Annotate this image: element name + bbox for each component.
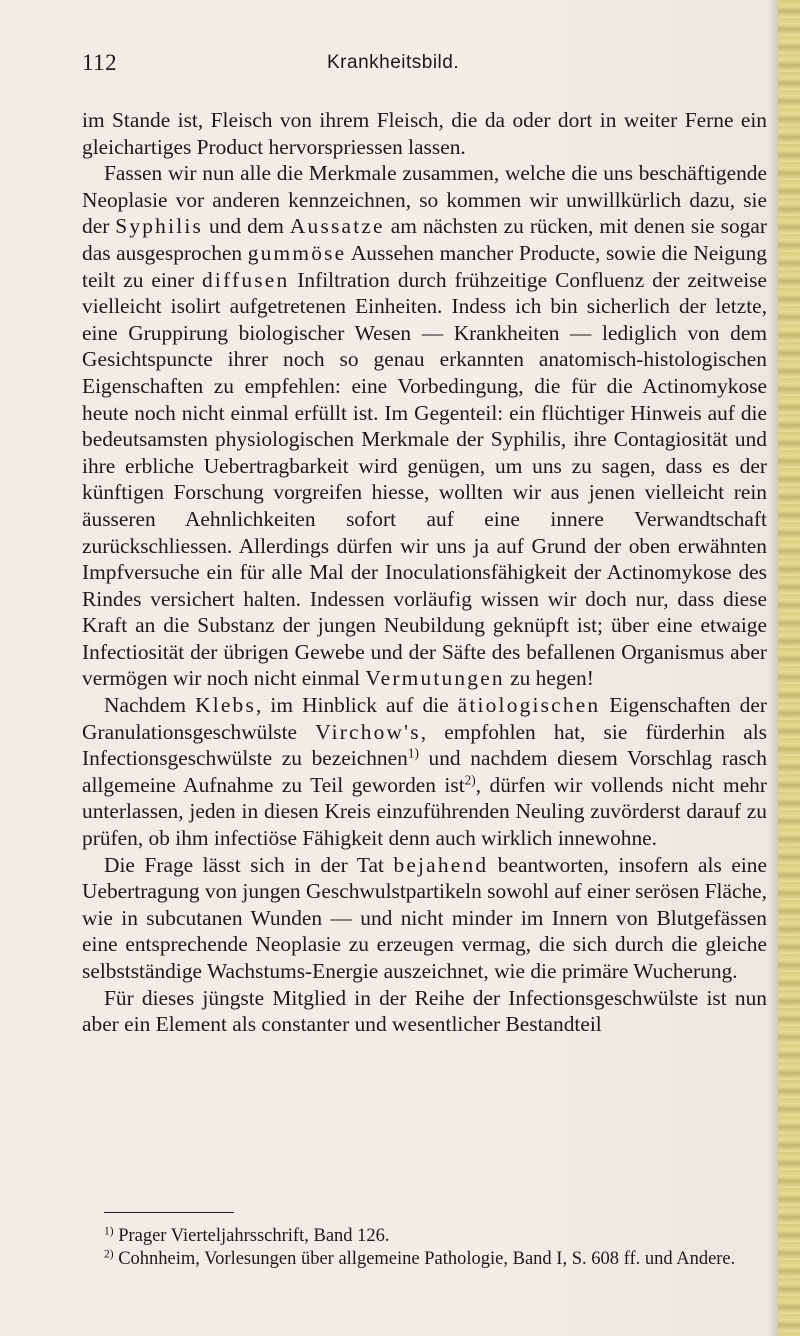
page-header [82,50,762,86]
body-text [82,107,767,1038]
text-run: Eigenschaften der Granulationsgeschwülste [82,693,767,744]
footnote-reference: 1) [407,745,419,761]
text-run: und dem [203,214,290,239]
paragraph [82,160,767,692]
text-run: , dürfen wir vollends nicht mehr unterlassen, jeden in diesen Kreis einzuführenden Neuling zuvörderst darauf zu prüfen, ob ihm infectiöse Fähigkeit denn auch wirklich innewohne. [82,772,768,851]
spaced-emphasis: gummöse [247,240,347,265]
footnote [82,1248,767,1271]
spaced-emphasis: Vermutungen [365,666,505,691]
text-run: Infiltration durch frühzeitige Confluenz der zeitweise vielleicht isolirt aufgetretenen Einheiten. Indess ich bin sicherlich der letzte, eine Gruppirung biologischer Wesen — Krankheiten — lediglich von dem Gesichtspuncte ihrer noch so genau erkannten anatomisch-histologischen Eigenschaften zu empfehlen: eine Vorbedingung, die für die Actinomykose heute noch nicht einmal erfüllt ist. Im Gegenteil: ein flüchtiger Hinweis auf die bedeutsamsten physiologischen Merkmale der Syphilis, ihre Contagiosität und ihre erbliche Uebertragbarkeit wird genügen, um uns zu sagen, dass es der künftigen Forschung vorgreifen hiesse, wollten wir aus jenen vielleicht rein äusseren Aehnlichkeiten sofort auf eine innere Verwandtschaft zurückschliessen. Allerdings dürfen wir uns ja auf Grund der oben erwähnten Impfversuche ein für alle Mal der Inoculationsfähigkeit der Actinomykose des Rindes versichert halten. Indessen vorläufig wissen wir doch nur, dass diese Kraft an die Substanz der jungen Neubildung geknüpft ist; über eine etwaige Infectiosität der übrigen Gewebe und der Säfte des befallenen Organismus aber vermögen wir noch nicht einmal [82,267,767,691]
page-edge-shadow [768,0,778,1336]
spaced-emphasis: bejahend [393,852,489,877]
paragraph [82,985,767,1038]
gilt-page-edge [778,0,800,1336]
text-run: , im Hinblick auf die [255,693,458,718]
text-run: , empfohlen hat, sie fürderhin als Infectionsgeschwülste zu bezeichnen [82,719,767,771]
text-run: Aussehen mancher Producte, sowie die Neigung teilt zu einer [82,240,767,292]
footnote-text: Cohnheim, Vorlesungen über allgemeine Pathologie, Band I, S. 608 ff. und Andere. [113,1249,736,1269]
text-run: und nachdem diesem Vorschlag rasch allgemeine Aufnahme zu Teil geworden ist [82,746,767,797]
spaced-emphasis: Syphilis [115,214,204,239]
text-run: Für dieses jüngste Mitglied in der Reihe der Infectionsgeschwülste ist nun aber ein Element als constanter und wesentlicher Bestandteil [82,985,767,1037]
text-run: Nachdem [104,693,196,718]
paragraph [82,107,767,160]
text-run: am nächsten zu rücken, mit denen sie sogar das ausgesprochen [82,214,767,265]
paragraph [82,692,767,852]
text-run: Fassen wir nun alle die Merkmale zusammen, welche die uns beschäftigende Neoplasie vor anderen kennzeichnen, so kommen wir unwillkürlich dazu, sie der [82,161,767,239]
spaced-emphasis: Virchow's [315,719,421,744]
page-number: 112 [82,50,118,75]
spaced-emphasis: Klebs [195,693,256,718]
spaced-emphasis: Aussatze [289,214,385,239]
text-run: im Stande ist, Fleisch von ihrem Fleisch, die da oder dort in weiter Ferne ein gleichartiges Product hervorspriessen lassen. [82,108,767,159]
footnote-divider [104,1212,234,1213]
text-run: Die Frage lässt sich in der Tat [104,852,394,877]
spaced-emphasis: diffusen [202,267,290,292]
spaced-emphasis: ätiologischen [457,693,601,718]
paragraph [82,852,767,985]
text-run: zu hegen! [504,666,594,691]
footnotes [82,1225,767,1271]
footnote [82,1225,767,1248]
footnote-mark: 1) [104,1225,114,1238]
running-title: Krankheitsbild. [327,52,460,73]
footnote-text: Prager Vierteljahrsschrift, Band 126. [113,1226,390,1246]
footnote-reference: 2) [464,772,476,788]
footnote-mark: 2) [104,1248,114,1261]
text-run: beantworten, insofern als eine Uebertragung von jungen Geschwulstpartikeln sowohl auf einer serösen Fläche, wie in subcutanen Wunden — und nicht minder im Innern von Blutgefässen eine entsprechende Neoplasie zu erzeugen vermag, die sich durch die gleiche selbstständige Wachstums-Energie auszeichnet, wie die primäre Wucherung. [82,852,767,983]
